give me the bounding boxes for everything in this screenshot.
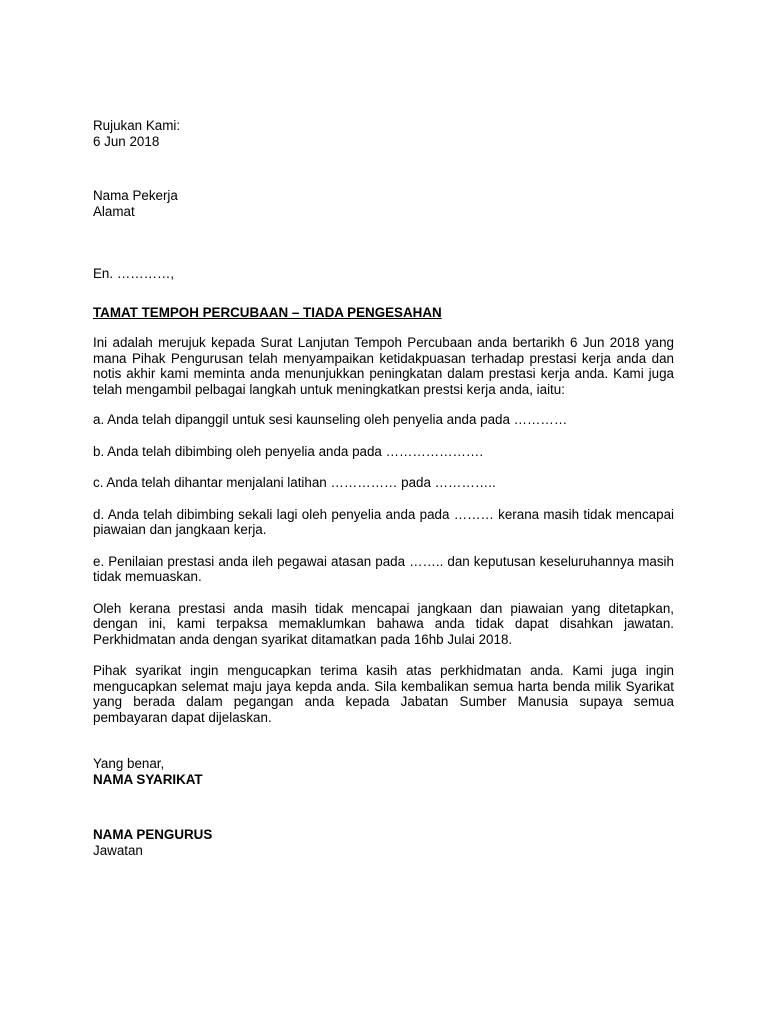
letter-date: 6 Jun 2018 [93, 133, 160, 149]
recipient-block [93, 188, 674, 219]
list-item-c: c. Anda telah dihantar menjalani latihan …………… pada ………….. [93, 475, 496, 490]
manager-name: NAMA PENGURUS [93, 827, 213, 842]
signoff-block [93, 756, 674, 858]
manager-position: Jawatan [93, 842, 143, 858]
recipient-name: Nama Pekerja [93, 188, 178, 203]
reference-label: Rujukan Kami: [93, 118, 181, 133]
recipient-address: Alamat [93, 203, 135, 219]
list-item-b: b. Anda telah dibimbing oleh penyelia anda pada …………………. [93, 443, 484, 459]
letter-subject: TAMAT TEMPOH PERCUBAAN – TIADA PENGESAHAN [93, 304, 442, 320]
list-item-d: d. Anda telah dibimbing sekali lagi oleh penyelia anda pada ……… kerana masih tidak mencapai piawaian dan jangkaan kerja. [93, 506, 674, 537]
list-item-a: a. Anda telah dipanggil untuk sesi kaunseling oleh penyelia anda pada ………… [93, 412, 568, 427]
paragraph-intro: Ini adalah merujuk kepada Surat Lanjutan Tempoh Percubaan anda bertarikh 6 Jun 2018 yang mana Pihak Pengurusan telah menyampaikan ketidakpuasan terhadap prestasi kerja anda dan notis akhir kami meminta anda menunjukkan peningkatan dalam prestasi kerja anda. Kami juga telah mengambil pelbagai langkah untuk meningkatkan prestsi kerja anda, iaitu: [93, 335, 674, 397]
paragraph-conclusion: Oleh kerana prestasi anda masih tidak mencapai jangkaan dan piawaian yang ditetapkan, dengan ini, kami terpaksa memaklumkan bahawa anda tidak dapat disahkan jawatan. Perkhidmatan anda dengan syarikat ditamatkan pada 16hb Julai 2018. [93, 600, 674, 647]
salutation: En. …………, [93, 266, 175, 281]
reference-block [93, 118, 674, 149]
letter-body [93, 118, 674, 858]
list-item-e: e. Penilaian prestasi anda ileh pegawai atasan pada …….. dan keputusan keseluruhannya masih tidak memuaskan. [93, 553, 674, 584]
paragraph-closing: Pihak syarikat ingin mengucapkan terima kasih atas perkhidmatan anda. Kami juga ingin mengucapkan selemat maju jaya kepda anda. Sila kembalikan semua harta benda milik Syarikat yang berada dalam pegangan anda kepada Jabatan Sumber Manusia supaya semua pembayaran dapat dijelaskan. [93, 663, 674, 725]
company-name: NAMA SYARIKAT [93, 771, 203, 787]
signoff-greeting: Yang benar, [93, 756, 165, 771]
